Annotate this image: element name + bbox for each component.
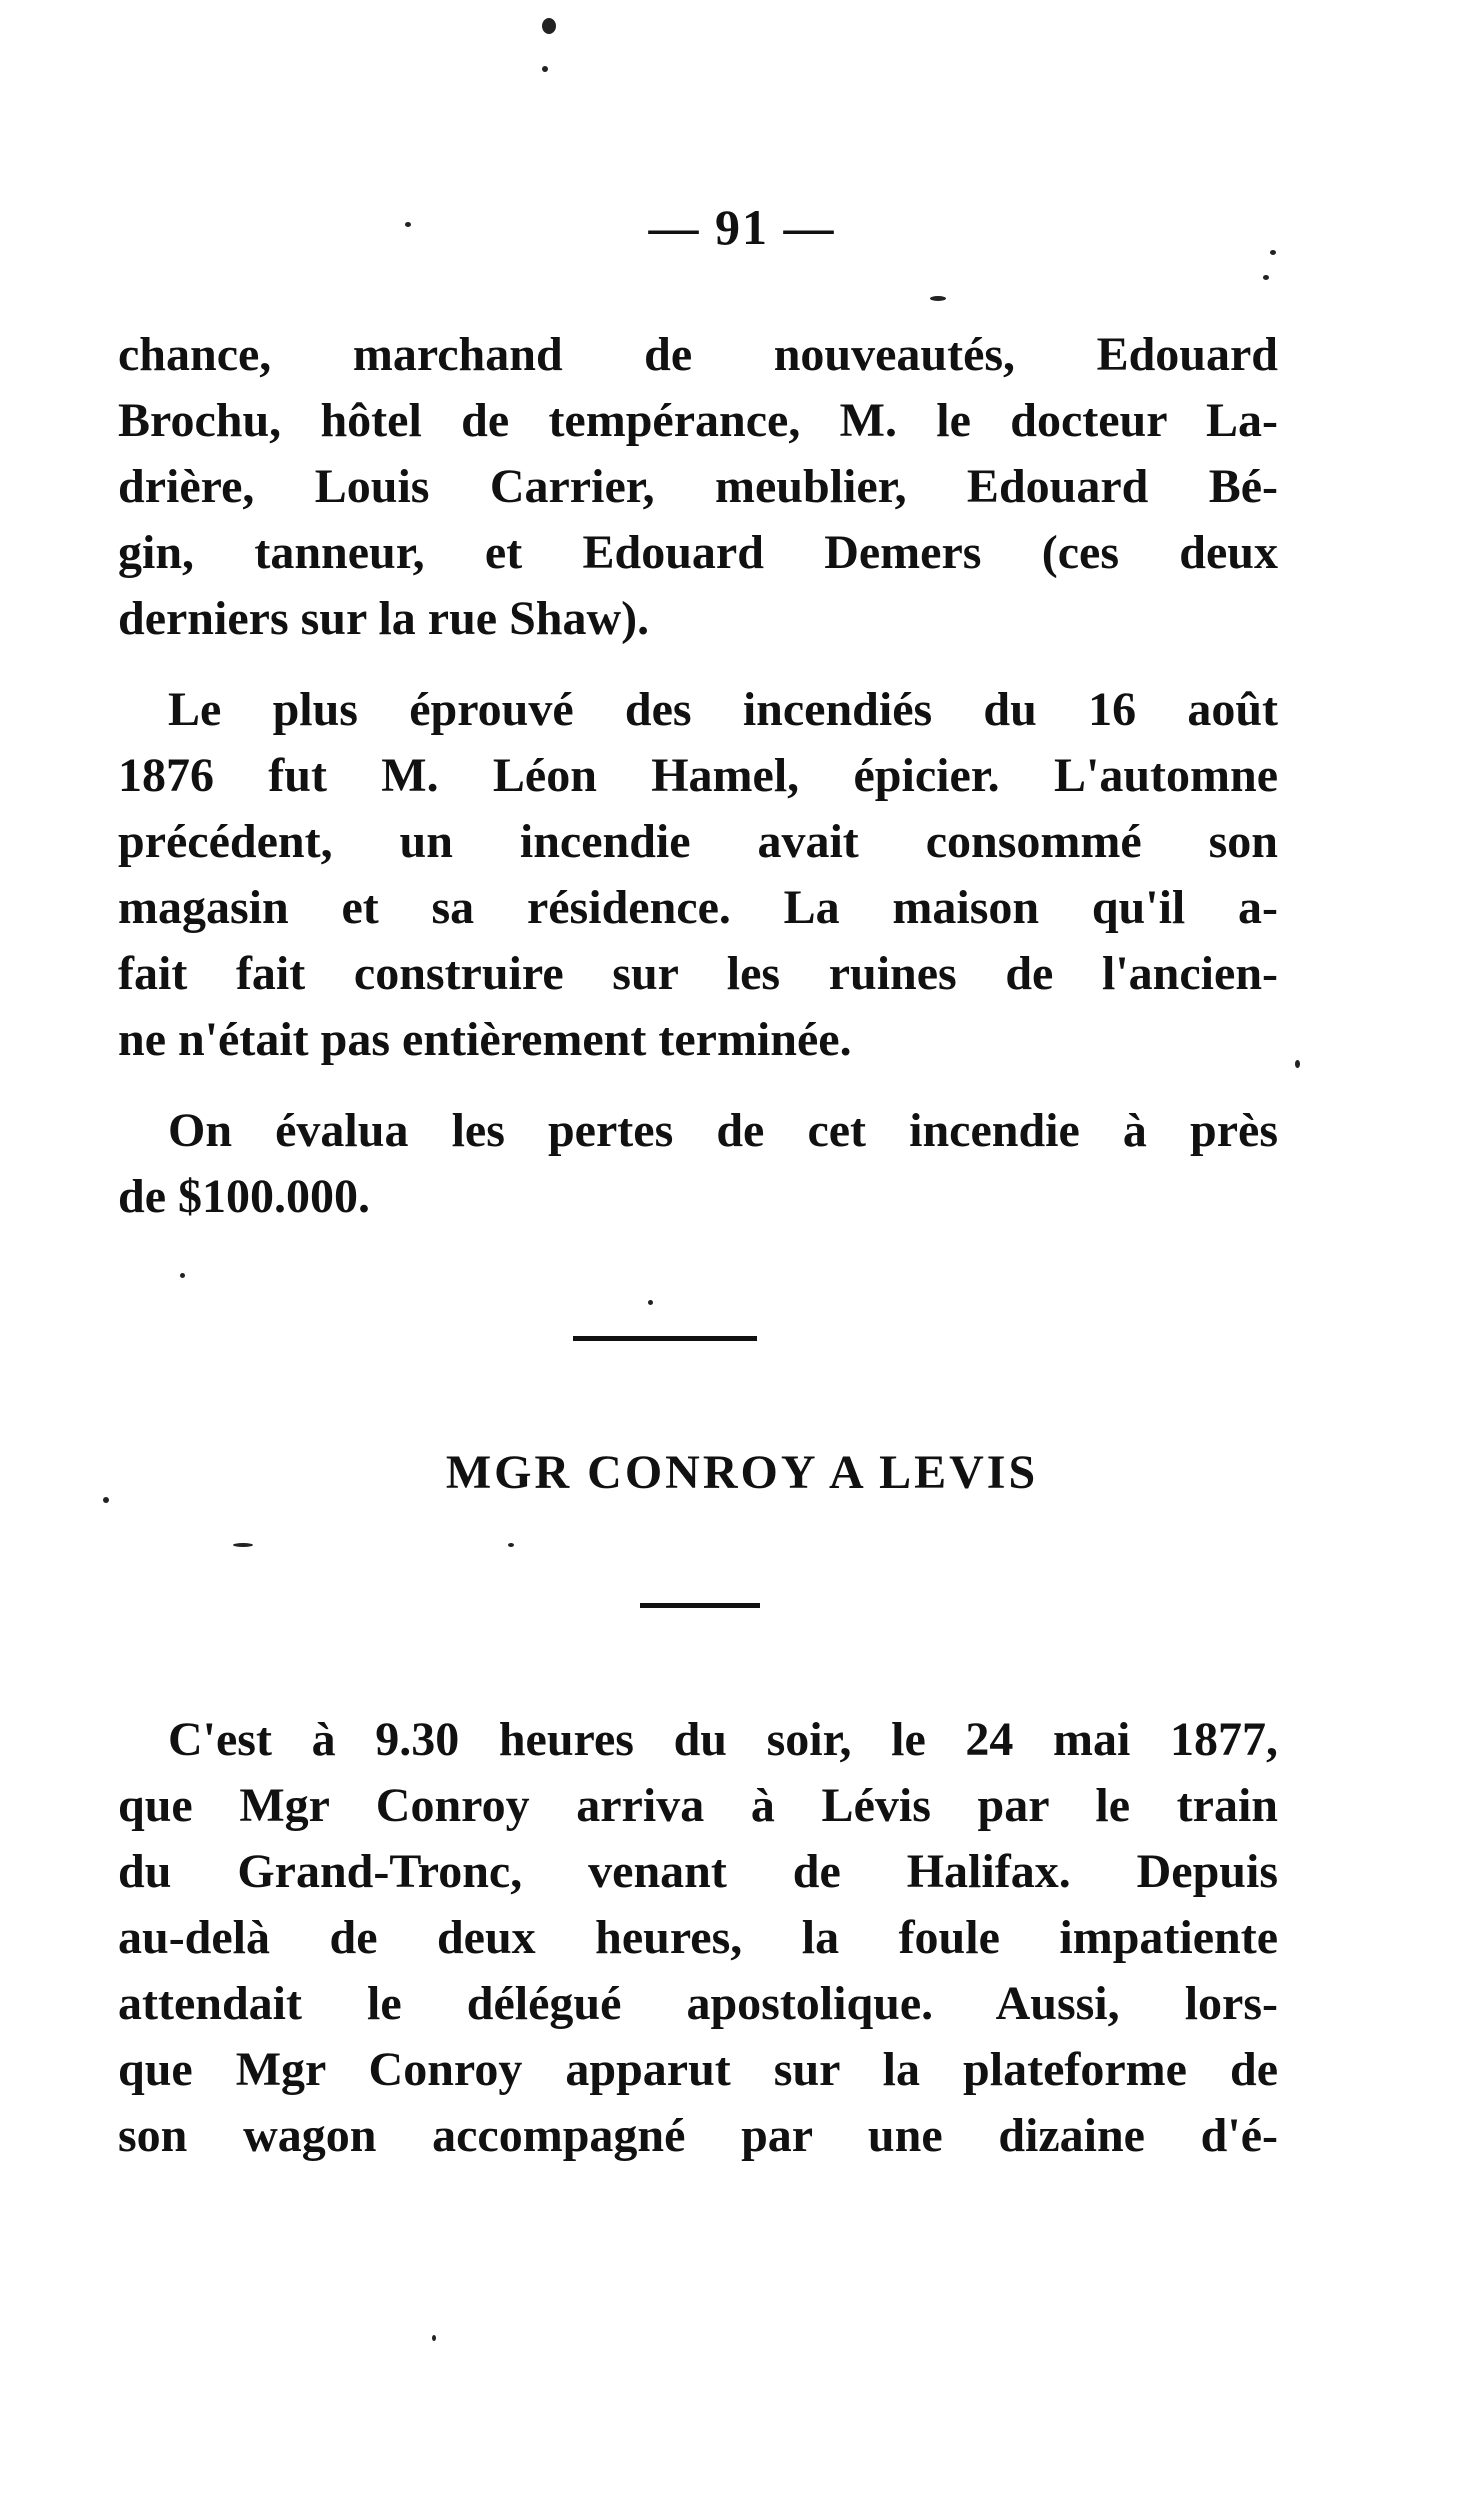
paragraph-2 — [118, 677, 1278, 1073]
text-line: que Mgr Conroy arriva à Lévis par le train — [118, 1779, 1278, 1832]
scan-speck — [930, 296, 946, 301]
scan-speck — [648, 1300, 653, 1305]
text-line: de $100.000. — [118, 1170, 370, 1223]
scan-speck — [432, 2335, 436, 2341]
scan-speck — [1295, 1060, 1300, 1068]
text-line: C'est à 9.30 heures du soir, le 24 mai 1877, — [168, 1713, 1278, 1766]
text-line: attendait le délégué apostolique. Aussi, lors- — [118, 1977, 1278, 2030]
scan-speck — [542, 66, 548, 72]
text-line: ne n'était pas entièrement terminée. — [118, 1013, 852, 1066]
scan-speck — [233, 1543, 253, 1547]
paragraph-1 — [118, 322, 1278, 652]
scan-speck — [405, 222, 411, 227]
scan-speck — [180, 1273, 185, 1278]
text-line: que Mgr Conroy apparut sur la plateforme de — [118, 2043, 1278, 2096]
text-line: drière, Louis Carrier, meublier, Edouard Bé- — [118, 460, 1278, 513]
text-line: précédent, un incendie avait consommé son — [118, 815, 1278, 868]
paragraph-4 — [118, 1707, 1278, 2169]
section-title: MGR CONROY A LEVIS — [445, 1446, 1039, 1499]
paragraph-3 — [118, 1098, 1278, 1230]
text-line: On évalua les pertes de cet incendie à près — [168, 1104, 1278, 1157]
text-line: Brochu, hôtel de tempérance, M. le docteur La- — [118, 394, 1278, 447]
title-divider — [640, 1603, 760, 1608]
text-line: son wagon accompagné par une dizaine d'é- — [118, 2109, 1278, 2162]
scan-speck — [508, 1543, 514, 1547]
scan-speck — [1270, 250, 1276, 255]
text-line: du Grand-Tronc, venant de Halifax. Depuis — [118, 1845, 1278, 1898]
scan-speck — [542, 18, 556, 34]
text-line: chance, marchand de nouveautés, Edouard — [118, 328, 1278, 381]
text-line: gin, tanneur, et Edouard Demers (ces deux — [118, 526, 1278, 579]
text-line: au-delà de deux heures, la foule impatiente — [118, 1911, 1278, 1964]
text-line: 1876 fut M. Léon Hamel, épicier. L'automne — [118, 749, 1278, 802]
section-divider — [573, 1336, 757, 1341]
text-line: Le plus éprouvé des incendiés du 16 août — [168, 683, 1278, 736]
page-number: — 91 — — [648, 199, 836, 255]
text-line: fait fait construire sur les ruines de l'ancien- — [118, 947, 1278, 1000]
scan-speck — [103, 1497, 109, 1503]
scan-speck — [1263, 275, 1269, 280]
text-line: derniers sur la rue Shaw). — [118, 592, 650, 645]
text-line: magasin et sa résidence. La maison qu'il a- — [118, 881, 1278, 934]
